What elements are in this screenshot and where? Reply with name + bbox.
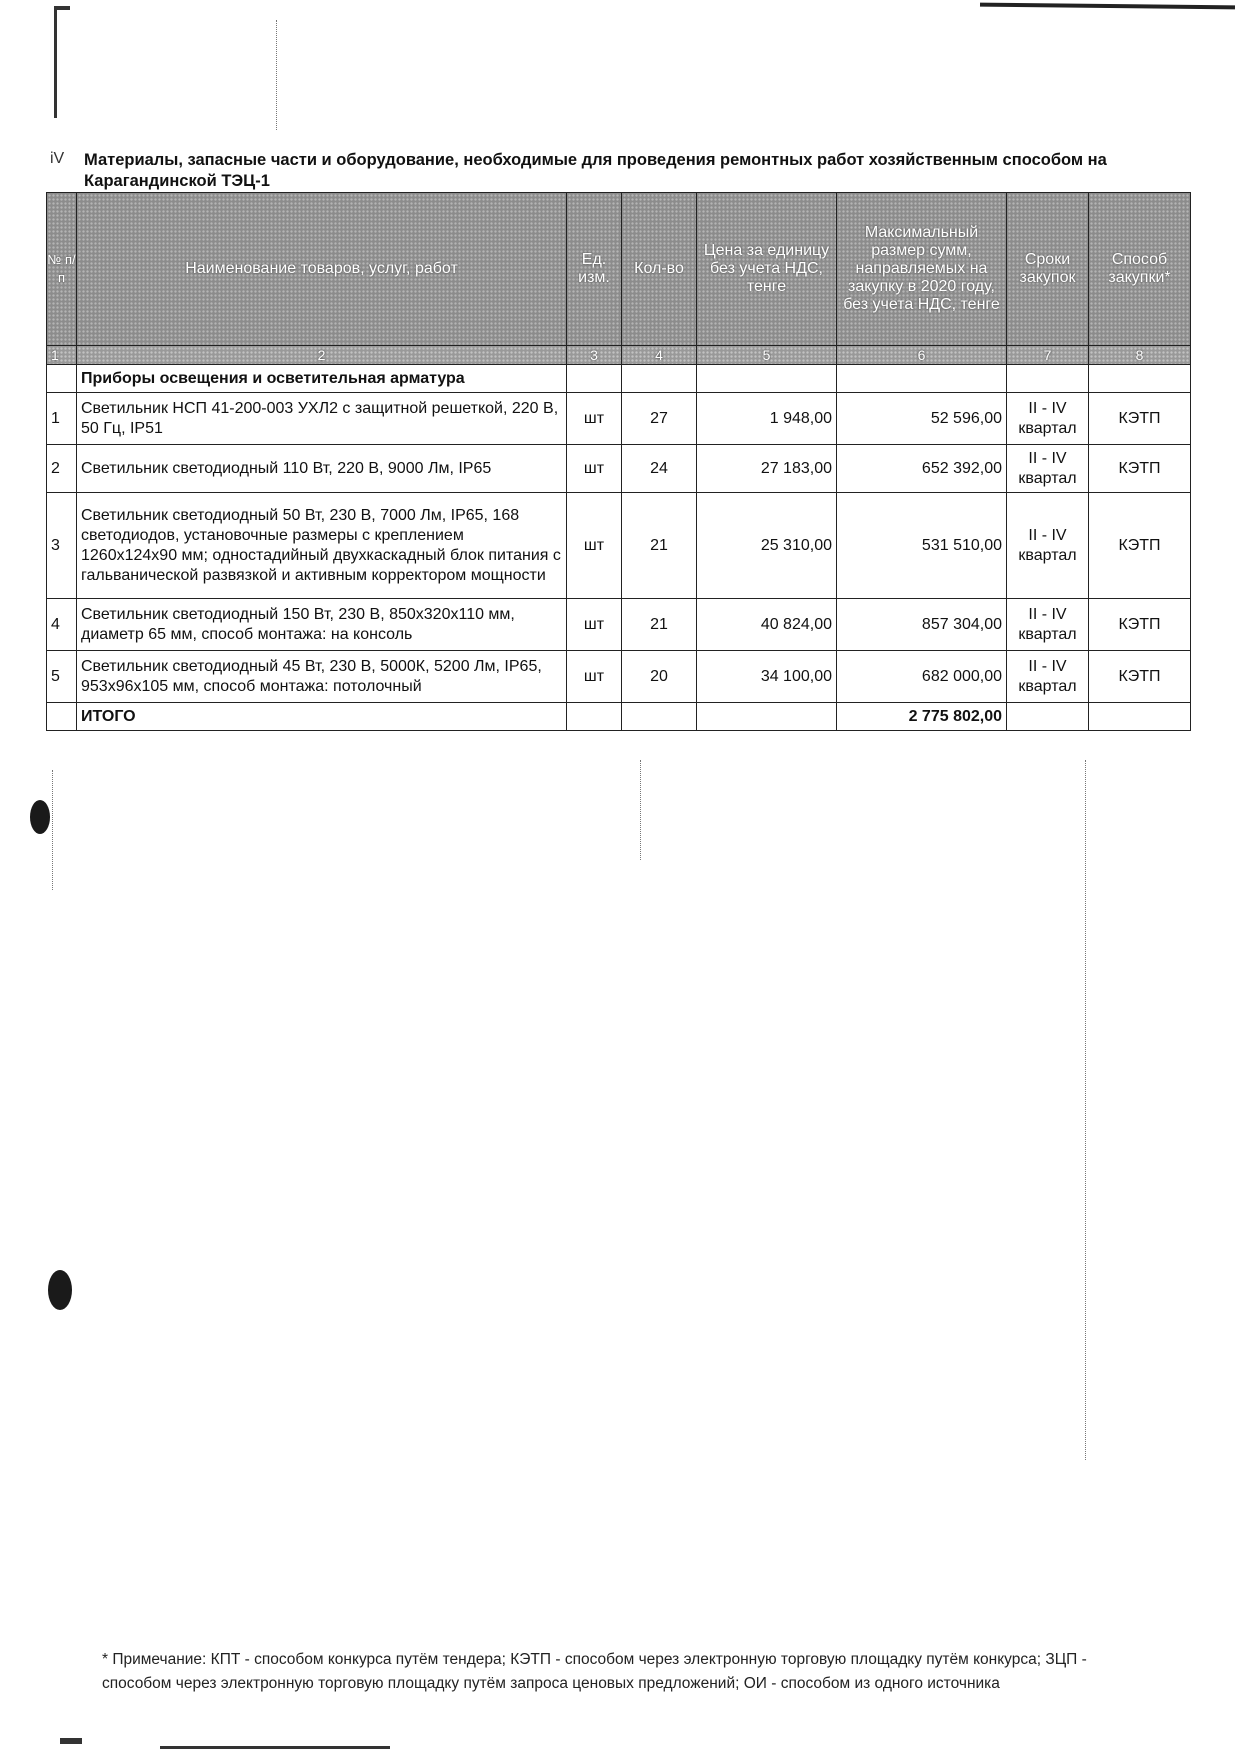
scan-bottom-line [160,1746,390,1749]
row-number: 3 [47,493,77,599]
table-row [47,445,1191,493]
cell-empty [47,365,77,393]
cell-empty [697,703,837,731]
cell-empty [837,365,1007,393]
header-no: № п/п [47,193,77,346]
item-sum: 857 304,00 [837,599,1007,651]
item-terms: II - IV квартал [1007,651,1089,703]
row-number: 5 [47,651,77,703]
column-number: 8 [1089,346,1191,365]
column-number: 6 [837,346,1007,365]
cell-empty [697,365,837,393]
item-terms: II - IV квартал [1007,493,1089,599]
item-qty: 21 [622,599,697,651]
item-qty: 20 [622,651,697,703]
cell-empty [567,703,622,731]
total-label: ИТОГО [77,703,567,731]
item-method: КЭТП [1089,393,1191,445]
item-unit: шт [567,493,622,599]
table-row [47,493,1191,599]
item-terms: II - IV квартал [1007,599,1089,651]
cell-empty [567,365,622,393]
cell-empty [1089,703,1191,731]
header-terms: Сроки закупок [1007,193,1089,346]
cell-empty [622,703,697,731]
item-name: Светильник НСП 41-200-003 УХЛ2 с защитной решеткой, 220 В, 50 Гц, IP51 [77,393,567,445]
item-name: Светильник светодиодный 110 Вт, 220 В, 9000 Лм, IP65 [77,445,567,493]
row-number: 1 [47,393,77,445]
scan-dots [1085,760,1086,1460]
item-sum: 682 000,00 [837,651,1007,703]
cell-empty [1007,365,1089,393]
header-max-sum: Максимальный размер сумм, направляемых на закупку в 2020 году, без учета НДС, тенге [837,193,1007,346]
item-sum: 652 392,00 [837,445,1007,493]
item-sum: 52 596,00 [837,393,1007,445]
cell-empty [47,703,77,731]
item-price: 27 183,00 [697,445,837,493]
punch-hole-top [30,800,50,834]
header-price: Цена за единицу без учета НДС, тенге [697,193,837,346]
column-number: 5 [697,346,837,365]
item-price: 1 948,00 [697,393,837,445]
item-price: 40 824,00 [697,599,837,651]
item-qty: 24 [622,445,697,493]
item-price: 25 310,00 [697,493,837,599]
column-number: 1 [47,346,77,365]
table-row [47,651,1191,703]
section-row [47,365,1191,393]
item-method: КЭТП [1089,651,1191,703]
scan-dots [52,770,53,890]
total-row [47,703,1191,731]
item-method: КЭТП [1089,599,1191,651]
item-terms: II - IV квартал [1007,445,1089,493]
section-title: Приборы освещения и осветительная арматура [77,365,567,393]
column-number: 3 [567,346,622,365]
cell-empty [622,365,697,393]
item-name: Светильник светодиодный 45 Вт, 230 В, 5000К, 5200 Лм, IP65, 953x96x105 мм, способ монтажа: потолочный [77,651,567,703]
column-number: 2 [77,346,567,365]
item-unit: шт [567,599,622,651]
scan-dots [640,760,641,860]
item-sum: 531 510,00 [837,493,1007,599]
procurement-table [46,192,1191,731]
item-method: КЭТП [1089,445,1191,493]
header-method: Способ закупки* [1089,193,1191,346]
scan-dots [276,20,277,130]
row-number: 2 [47,445,77,493]
item-method: КЭТП [1089,493,1191,599]
item-terms: II - IV квартал [1007,393,1089,445]
document-title: Материалы, запасные части и оборудование, необходимые для проведения ремонтных работ хозяйственным способом на Карагандинской ТЭЦ-1 [84,151,1107,190]
total-sum: 2 775 802,00 [837,703,1007,731]
item-unit: шт [567,445,622,493]
header-row [47,193,1191,346]
cell-empty [1089,365,1191,393]
table-row [47,393,1191,445]
column-number: 4 [622,346,697,365]
header-qty: Кол-во [622,193,697,346]
item-price: 34 100,00 [697,651,837,703]
page-mark: iV [50,150,65,167]
item-name: Светильник светодиодный 150 Вт, 230 В, 850x320x110 мм, диаметр 65 мм, способ монтажа: на консоль [77,599,567,651]
table-row [47,599,1191,651]
column-number: 7 [1007,346,1089,365]
item-unit: шт [567,393,622,445]
header-unit: Ед. изм. [567,193,622,346]
scan-edge-line [980,3,1235,10]
row-number: 4 [47,599,77,651]
column-number-row [47,346,1191,365]
footnote: * Примечание: КПТ - способом конкурса путём тендера; КЭТП - способом через электронную торговую площадку путём конкурса; ЗЦП - способом через электронную торговую площадку путём запроса ценовых предложений; ОИ - способом из одного источника [102,1651,1087,1692]
punch-hole-bottom [48,1270,72,1310]
header-name: Наименование товаров, услуг, работ [77,193,567,346]
item-qty: 21 [622,493,697,599]
item-name: Светильник светодиодный 50 Вт, 230 В, 7000 Лм, IP65, 168 светодиодов, установочные размеры с креплением 1260x124x90 мм; одностадийный двухкаскадный блок питания с гальванической развязкой и активным корректором мощности [77,493,567,599]
item-unit: шт [567,651,622,703]
scan-corner-bar [54,8,57,118]
cell-empty [1007,703,1089,731]
item-qty: 27 [622,393,697,445]
scan-bottom-mark [60,1738,82,1744]
